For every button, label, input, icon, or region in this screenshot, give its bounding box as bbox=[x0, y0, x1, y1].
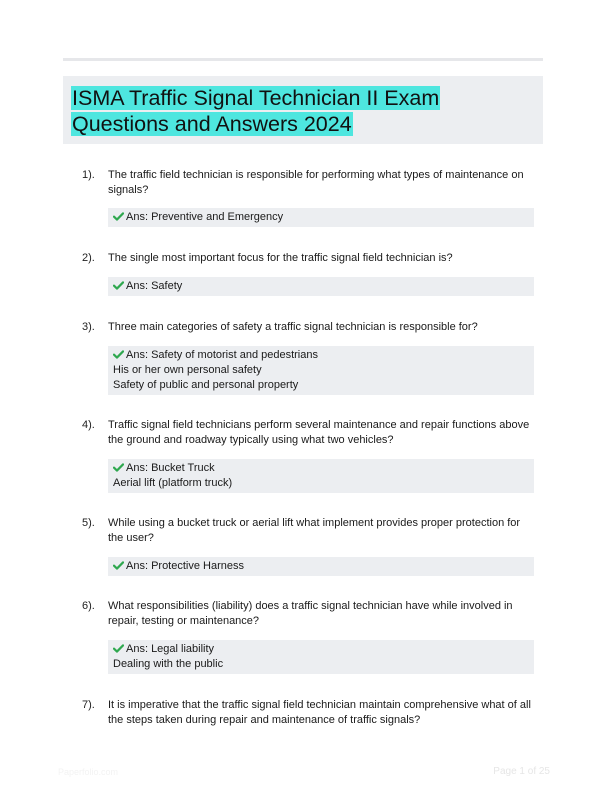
answer-text: Safety of public and personal property bbox=[113, 379, 299, 391]
answer-line bbox=[113, 210, 529, 225]
answer-line bbox=[113, 642, 529, 657]
page-title bbox=[71, 85, 511, 137]
question-number: 7). bbox=[82, 699, 95, 711]
answer-text: Ans: Preventive and Emergency bbox=[126, 211, 284, 223]
answer-box bbox=[108, 277, 534, 296]
question-text: Traffic signal field technicians perform several maintenance and repair functions above the ground and roadway typically using what two vehicles? bbox=[108, 419, 530, 446]
answer-box bbox=[108, 459, 534, 493]
answer-text: Ans: Safety of motorist and pedestrians bbox=[126, 349, 318, 361]
answer-text: Ans: Safety bbox=[126, 280, 183, 292]
check-icon bbox=[113, 561, 124, 570]
title-block bbox=[63, 76, 543, 144]
footer-site-watermark: Paperfolio.com bbox=[58, 767, 119, 777]
top-divider bbox=[63, 58, 543, 61]
question-text: The single most important focus for the traffic signal field technician is? bbox=[108, 252, 453, 264]
question-text: Three main categories of safety a traffic signal technician is responsible for? bbox=[108, 321, 478, 333]
answer-box bbox=[108, 346, 534, 395]
question-text: It is imperative that the traffic signal field technician maintain comprehensive what of all the steps taken during repair and maintenance of traffic signals? bbox=[108, 699, 531, 726]
question-number: 1). bbox=[82, 169, 95, 181]
footer-page-number: Page 1 of 25 bbox=[493, 766, 550, 777]
check-icon bbox=[113, 281, 124, 290]
answer-line bbox=[113, 279, 529, 294]
answer-text: Ans: Protective Harness bbox=[126, 560, 244, 572]
answer-box bbox=[108, 557, 534, 576]
question-text: While using a bucket truck or aerial lift what implement provides proper protection for the user? bbox=[108, 517, 521, 544]
answer-line bbox=[113, 559, 529, 574]
answer-box bbox=[108, 640, 534, 674]
answer-text: Dealing with the public bbox=[113, 658, 224, 670]
answer-text: Aerial lift (platform truck) bbox=[113, 477, 233, 489]
check-icon bbox=[113, 350, 124, 359]
question-number: 2). bbox=[82, 252, 95, 264]
page-title-text: ISMA Traffic Signal Technician II Exam Questions and Answers 2024 bbox=[72, 86, 440, 136]
check-icon bbox=[113, 212, 124, 221]
question-number: 3). bbox=[82, 321, 95, 333]
question-text: The traffic field technician is responsible for performing what types of maintenance on signals? bbox=[108, 169, 524, 196]
answer-text: Ans: Bucket Truck bbox=[126, 462, 215, 474]
answer-line bbox=[113, 348, 529, 363]
answer-box bbox=[108, 208, 534, 227]
question-number: 5). bbox=[82, 517, 95, 529]
question-number: 4). bbox=[82, 419, 95, 431]
question-number: 6). bbox=[82, 600, 95, 612]
answer-text: His or her own personal safety bbox=[113, 364, 262, 376]
check-icon bbox=[113, 463, 124, 472]
check-icon bbox=[113, 644, 124, 653]
answer-text: Ans: Legal liability bbox=[126, 643, 215, 655]
answer-line bbox=[113, 461, 529, 476]
question-text: What responsibilities (liability) does a traffic signal technician have while involved in repair, testing or maintenance? bbox=[108, 600, 513, 627]
